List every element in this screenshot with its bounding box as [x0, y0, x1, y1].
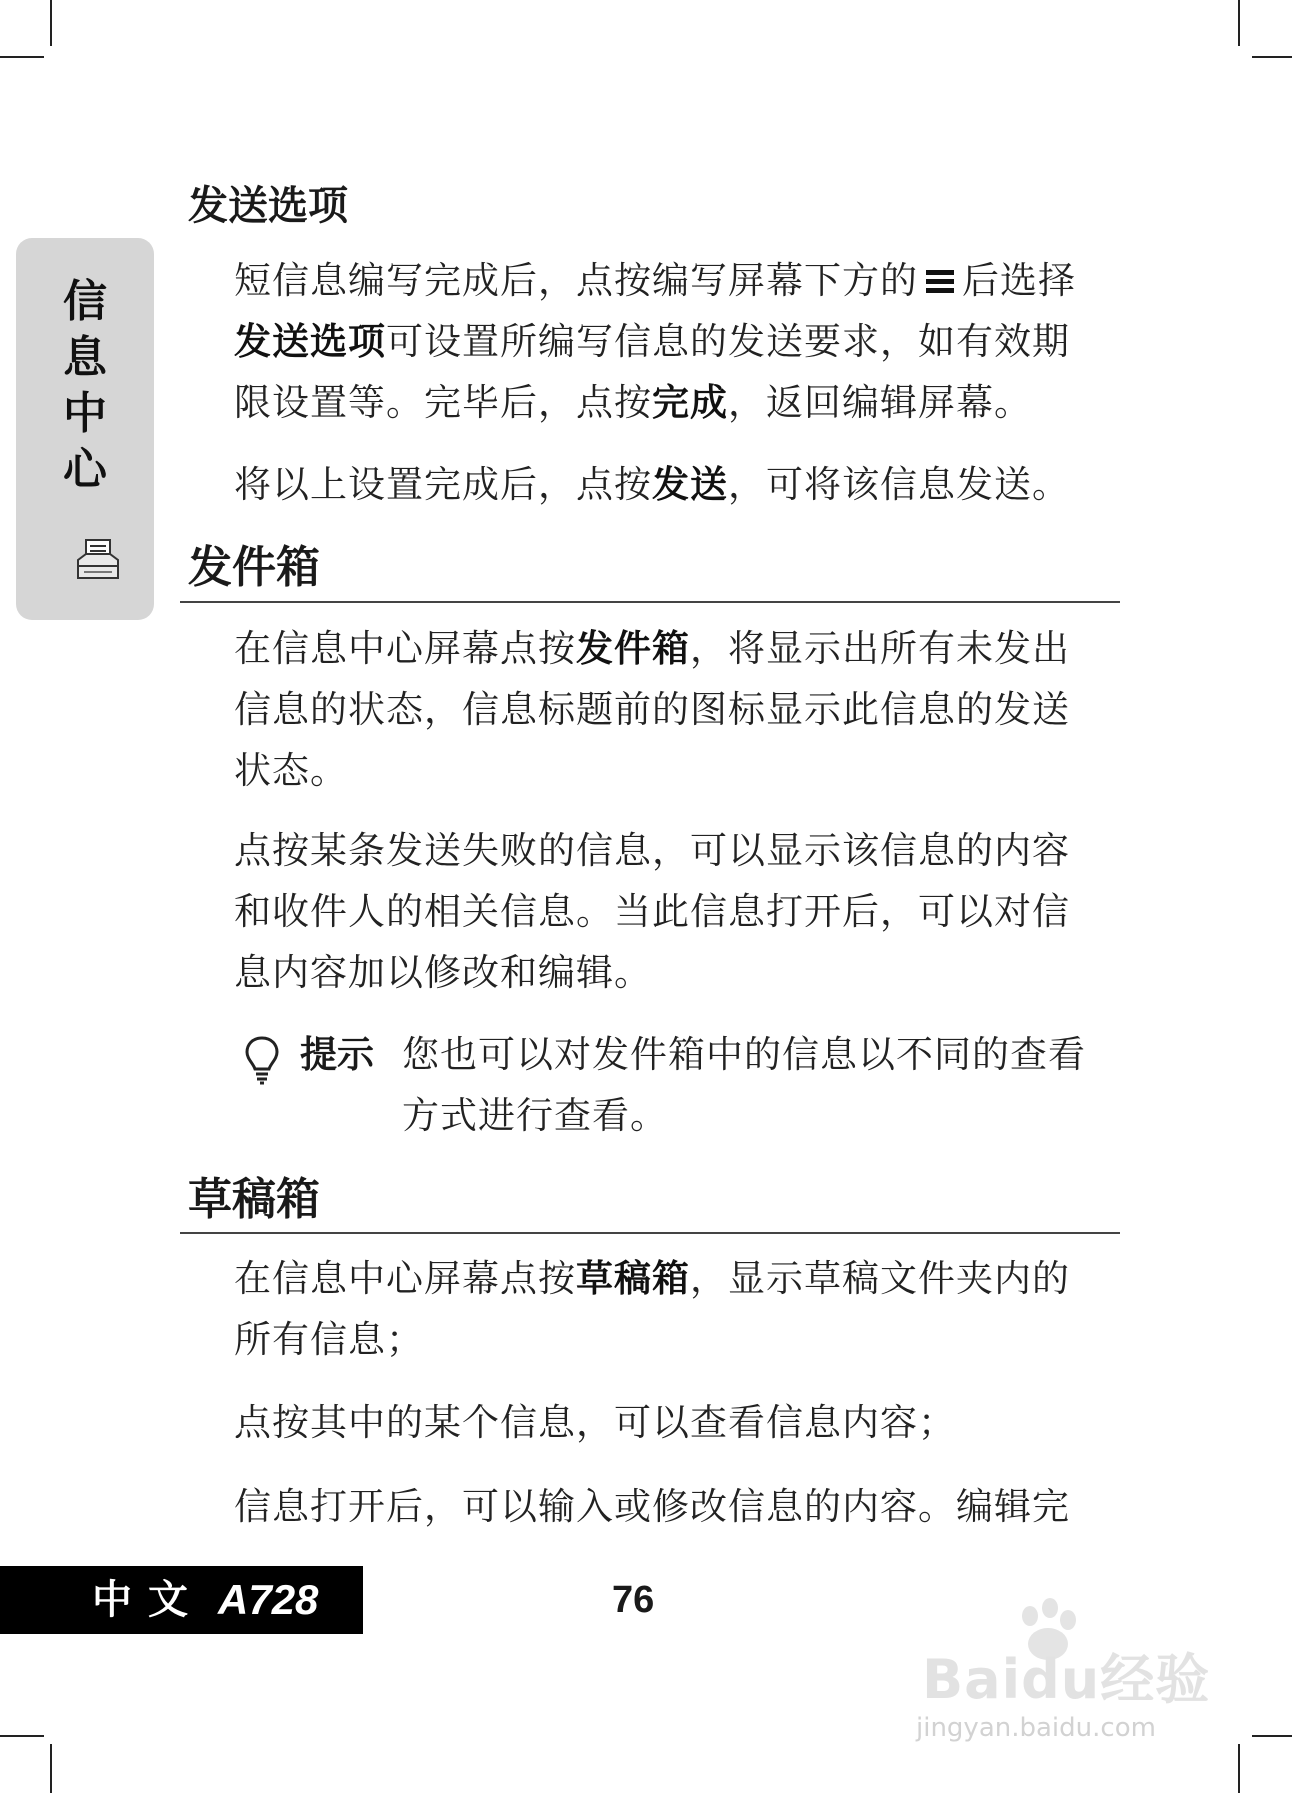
chapter-title-char: 息 [63, 332, 107, 383]
crop-mark [0, 56, 44, 58]
drafts-paragraph [234, 1248, 1084, 1370]
chapter-title [16, 274, 154, 498]
crop-mark [1252, 56, 1292, 58]
crop-mark [1238, 1744, 1240, 1793]
lightbulb-icon [244, 1034, 280, 1086]
text-run: 在信息中心屏幕点按 [234, 627, 576, 670]
section-divider [180, 601, 1120, 603]
section-divider [180, 1232, 1120, 1234]
send-options-term: 发送选项 [234, 320, 386, 363]
text-run: 短信息编写完成后，点按编写屏幕下方的 [234, 259, 918, 302]
outbox-paragraph [234, 618, 1084, 801]
footer-model: A728 [218, 1576, 319, 1623]
drafts-term: 草稿箱 [576, 1257, 690, 1300]
outbox-failed-paragraph: 点按某条发送失败的信息，可以显示该信息的内容和收件人的相关信息。当此信息打开后，可以对信息内容加以修改和编辑。 [234, 829, 1070, 994]
chapter-title-char: 信 [63, 276, 107, 327]
outbox-heading: 发件箱 [188, 542, 320, 593]
text-run: 在信息中心屏幕点按 [234, 1257, 576, 1300]
crop-mark [50, 1744, 52, 1793]
outbox-term: 发件箱 [576, 627, 690, 670]
tip-text: 您也可以对发件箱中的信息以不同的查看方式进行查看。 [402, 1033, 1086, 1137]
chapter-title-char: 心 [63, 444, 107, 495]
menu-icon [924, 267, 956, 297]
text-run: ，显示草稿文件夹内的所有信息； [234, 1257, 1070, 1361]
text-run: ，将显示出所有未发出信息的状态，信息标题前的图标显示此信息的发送状态。 [234, 627, 1070, 792]
crop-mark [1252, 1735, 1292, 1737]
send-options-paragraph [234, 250, 1084, 433]
send-options-heading: 发送选项 [188, 183, 348, 229]
chapter-title-char: 中 [63, 388, 107, 439]
tip-label: 提示 [300, 1033, 374, 1076]
footer-language: 中文 [92, 1577, 204, 1623]
send-term: 发送 [652, 463, 728, 506]
crop-mark [1238, 0, 1240, 46]
drafts-edit-paragraph: 信息打开后，可以输入或修改信息的内容。编辑完 [234, 1485, 1070, 1528]
drafts-view-paragraph: 点按其中的某个信息，可以查看信息内容； [234, 1401, 956, 1444]
text-run: ，返回编辑屏幕。 [728, 381, 1032, 424]
text-run: 可设置所编写信息的发送要求，如有效期限设置等。完毕后，点按 [234, 320, 1070, 424]
drafts-heading: 草稿箱 [188, 1174, 320, 1225]
text-run: ，可将该信息发送。 [728, 463, 1070, 506]
chapter-side-tab [16, 238, 154, 620]
crop-mark [0, 1735, 44, 1737]
page-number: 76 [612, 1579, 655, 1621]
watermark-brand: Baidu经验 [922, 1648, 1211, 1711]
text-run: 后选择 [962, 259, 1076, 302]
message-center-icon [74, 536, 122, 584]
footer-model-bar [0, 1566, 363, 1634]
watermark-url: jingyan.baidu.com [916, 1713, 1156, 1743]
text-run: 将以上设置完成后，点按 [234, 463, 652, 506]
done-term: 完成 [652, 381, 728, 424]
send-paragraph [234, 454, 1084, 515]
crop-mark [50, 0, 52, 46]
